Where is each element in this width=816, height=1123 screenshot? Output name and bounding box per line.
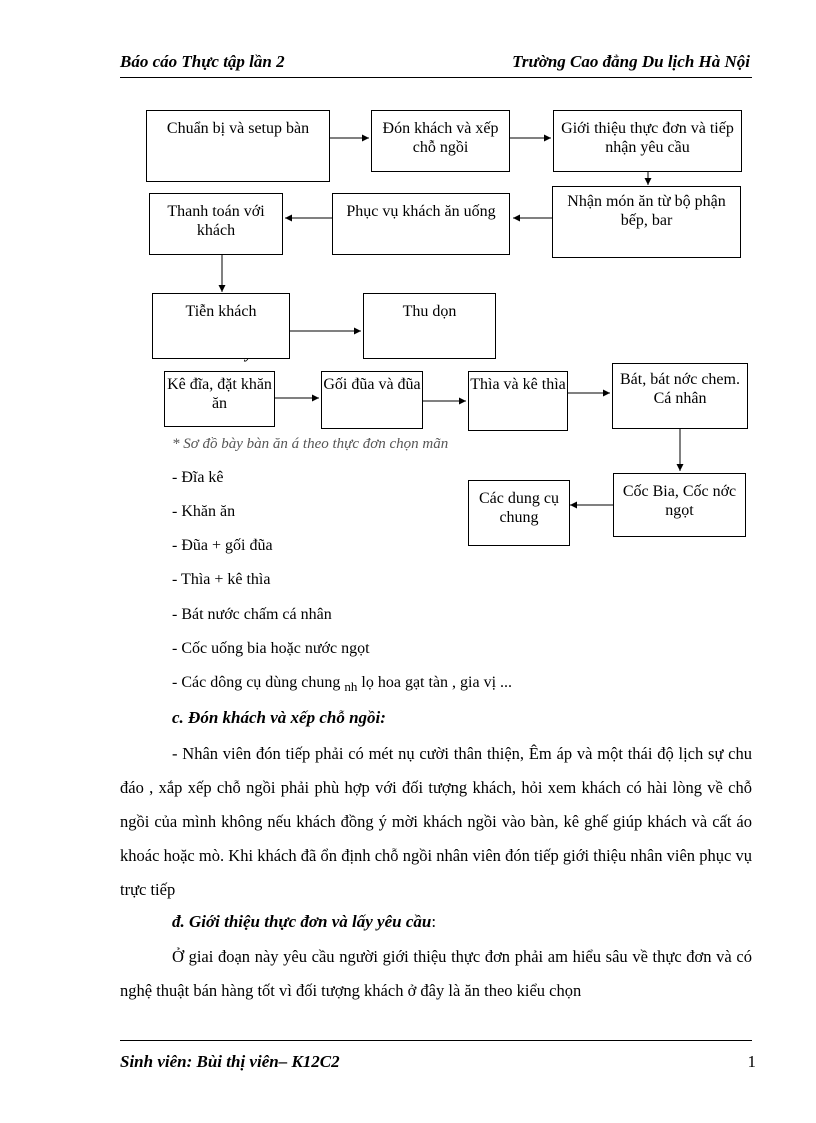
- list-item: - Đũa + gối đũa: [172, 537, 273, 554]
- section-d-heading-text: đ. Giới thiệu thực đơn và lấy yêu cầu: [172, 912, 432, 931]
- layout-box-plate: Kê đĩa, đặt khăn ăn: [164, 371, 275, 427]
- layout-box-chopsticks: Gối đũa và đũa: [321, 371, 423, 429]
- section-c-heading: c. Đón khách và xếp chỗ ngồi:: [172, 708, 386, 727]
- section-d-paragraph: Ở giai đoạn này yêu cầu người giới thiệu thực đơn phải am hiểu sâu về thực đơn và có nghệ thuật bán hàng tốt vì đối tượng khách ở đây là ăn theo kiểu chọn: [120, 947, 752, 1000]
- section-d-heading-colon: :: [431, 912, 437, 931]
- list-item: - Cốc uống bia hoặc nước ngọt: [172, 640, 370, 657]
- section-d-heading: [172, 912, 436, 932]
- flow-box-payment: Thanh toán với khách: [149, 193, 283, 255]
- flow-box-farewell: Tiễn khách: [152, 293, 290, 359]
- list-item-text-b: lọ hoa gạt tàn , gia vị ...: [357, 674, 513, 691]
- layout-box-bowl: Bát, bát nớc chem. Cá nhân: [612, 363, 748, 429]
- header-right: Trường Cao đẳng Du lịch Hà Nội: [512, 52, 750, 71]
- list-item-text-nh: nh: [344, 679, 358, 694]
- footer-rule: [120, 1040, 752, 1041]
- footer-student: Sinh viên: Bùi thị viên– K12C2: [120, 1052, 340, 1071]
- page-number: 1: [747, 1052, 756, 1071]
- layout-box-common: Các dung cụ chung: [468, 480, 570, 546]
- list-item: - Khăn ăn: [172, 503, 236, 520]
- list-item-text-a: - Các dông cụ dùng chung: [172, 674, 345, 691]
- flow-box-order: Nhận món ăn từ bộ phận bếp, bar: [552, 186, 741, 258]
- list-item: - Bát nước chấm cá nhân: [172, 606, 332, 623]
- flow-box-setup: Chuẩn bị và setup bàn: [146, 110, 330, 182]
- list-item: - Đĩa kê: [172, 469, 224, 486]
- flow-box-menu: Giới thiệu thực đơn và tiếp nhận yêu cầu: [553, 110, 742, 172]
- list-item-common-tools: [172, 674, 512, 692]
- header-left: Báo cáo Thực tập lần 2: [120, 52, 285, 71]
- flow-box-cleanup: Thu dọn: [363, 293, 496, 359]
- section-c-paragraph: - Nhân viên đón tiếp phải có mét nụ cười thân thiện, Êm áp và một thái độ lịch sự chu đáo , xắp xếp chỗ ngồi phải phù hợp với đối tượng khách, hỏi xem khách có hài lòng về chỗ ngồi của mình không nếu khách đồng ý mời khách ngồi vào bàn, kê ghế giúp khách và cất áo khoác hoặc mò. Khi khách đã ổn định chỗ ngồi nhân viên đón tiếp giới thiệu nhân viên phục vụ trực tiếp: [120, 744, 752, 899]
- layout-note: * Sơ đồ bày bàn ăn á theo thực đơn chọn mãn: [172, 436, 449, 452]
- layout-box-spoon: Thìa và kê thìa: [468, 371, 568, 431]
- flow-box-serve: Phục vụ khách ăn uống: [332, 193, 510, 255]
- layout-box-glass: Cốc Bia, Cốc nớc ngọt: [613, 473, 746, 537]
- flow-box-welcome: Đón khách và xếp chỗ ngồi: [371, 110, 510, 172]
- list-item: - Thìa + kê thìa: [172, 571, 271, 588]
